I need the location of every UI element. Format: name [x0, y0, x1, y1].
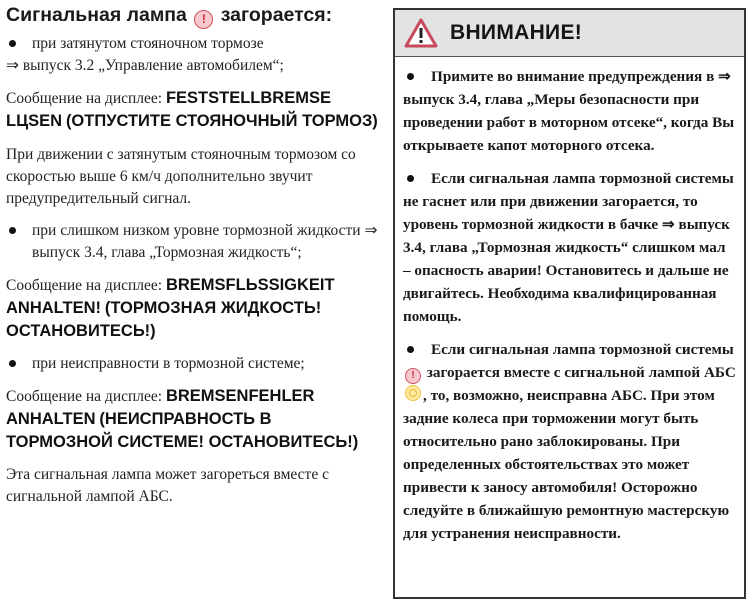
warning-item-2 — [403, 167, 736, 328]
warning-text-part: , то, возможно, неисправна АБС. При этом задние колеса при торможении могут быть относительно рано заблокированы. При определенных обстоятельствах это может привести к заносу автомобиля! Осторожно следуйте в ближайшую ремонтную мастерскую для устранения неисправности. — [403, 387, 730, 542]
message-label: Сообщение на дисплее: — [6, 388, 163, 405]
display-message-3 — [6, 385, 378, 454]
message-translation: (ОТПУСТИТЕ СТОЯНОЧНЫЙ ТОРМОЗ) — [65, 112, 378, 130]
message-code: FESTSTELLBREMSE LЦSEN — [6, 89, 331, 130]
abs-lamp-icon — [405, 385, 421, 401]
warning-header — [395, 10, 744, 57]
brake-warning-lamp-icon: ! — [405, 368, 421, 384]
bullet-text: при затянутом стояночном тормозе — [32, 35, 264, 52]
heading-text-end: загорается: — [220, 4, 333, 26]
warning-body — [395, 57, 744, 545]
bullet-low-fluid: при слишком низком уровне тормозной жидкости ⇒ выпуск 3.4, глава „Тормозная жидкость“; — [6, 220, 378, 264]
warning-title: ВНИМАНИЕ! — [450, 21, 583, 44]
bullet-reference: ⇒ выпуск 3.2 „Управление автомобилем“; — [6, 57, 284, 74]
warning-item-text: Если сигнальная лампа тормозной системы не гаснет или при движении загорается, то уровень тормозной жидкости в бачке ⇒ выпуск 3.4, глава „Тормозная жидкость“ слишком мал – опасность аварии! Остановитесь и дальше не двигайтесь. Необходима квалифицированная помощь. — [403, 167, 736, 328]
warning-item-text — [403, 338, 736, 545]
display-message-1 — [6, 87, 378, 133]
section-heading — [6, 0, 378, 29]
warning-text-part: загорается вместе с сигнальной лампой АБС — [426, 364, 736, 381]
heading-text: Сигнальная лампа — [6, 4, 187, 26]
warning-item-text: Примите во внимание предупреждения в ⇒ выпуск 3.4, глава „Меры безопасности при проведении работ в моторном отсеке“, когда Вы открываете капот моторного отсека. — [403, 65, 736, 157]
warning-item-3 — [403, 338, 736, 545]
message-translation: (ТОРМОЗНАЯ ЖИДКОСТЬ! ОСТАНОВИТЕСЬ!) — [6, 299, 322, 340]
warning-item-1 — [403, 65, 736, 157]
left-column — [6, 0, 378, 508]
abs-note-paragraph: Эта сигнальная лампа может загореться вместе с сигнальной лампой АБС. — [6, 466, 329, 505]
display-message-2 — [6, 274, 378, 343]
message-label: Сообщение на дисплее: — [6, 90, 163, 107]
speed-warning-paragraph: При движении с затянутым стояночным тормозом со скоростью выше 6 км/ч дополнительно звучит предупредительный сигнал. — [6, 146, 356, 207]
message-code: BREMSFLЬSSIGKEIT ANHALTEN! — [6, 276, 335, 317]
bullet-brake-fault: при неисправности в тормозной системе; — [6, 353, 378, 375]
warning-triangle-icon — [404, 18, 438, 48]
message-label: Сообщение на дисплее: — [6, 277, 163, 294]
brake-warning-lamp-icon: ! — [194, 10, 213, 29]
bullet-parking-brake — [6, 33, 378, 77]
message-code: BREMSENFEHLER ANHALTEN — [6, 387, 315, 428]
message-translation: (НЕИСПРАВНОСТЬ В ТОРМОЗНОЙ СИСТЕМЕ! ОСТАНОВИТЕСЬ!) — [6, 410, 359, 451]
warning-box — [393, 8, 746, 599]
warning-text-part: Если сигнальная лампа тормозной системы — [431, 341, 734, 358]
